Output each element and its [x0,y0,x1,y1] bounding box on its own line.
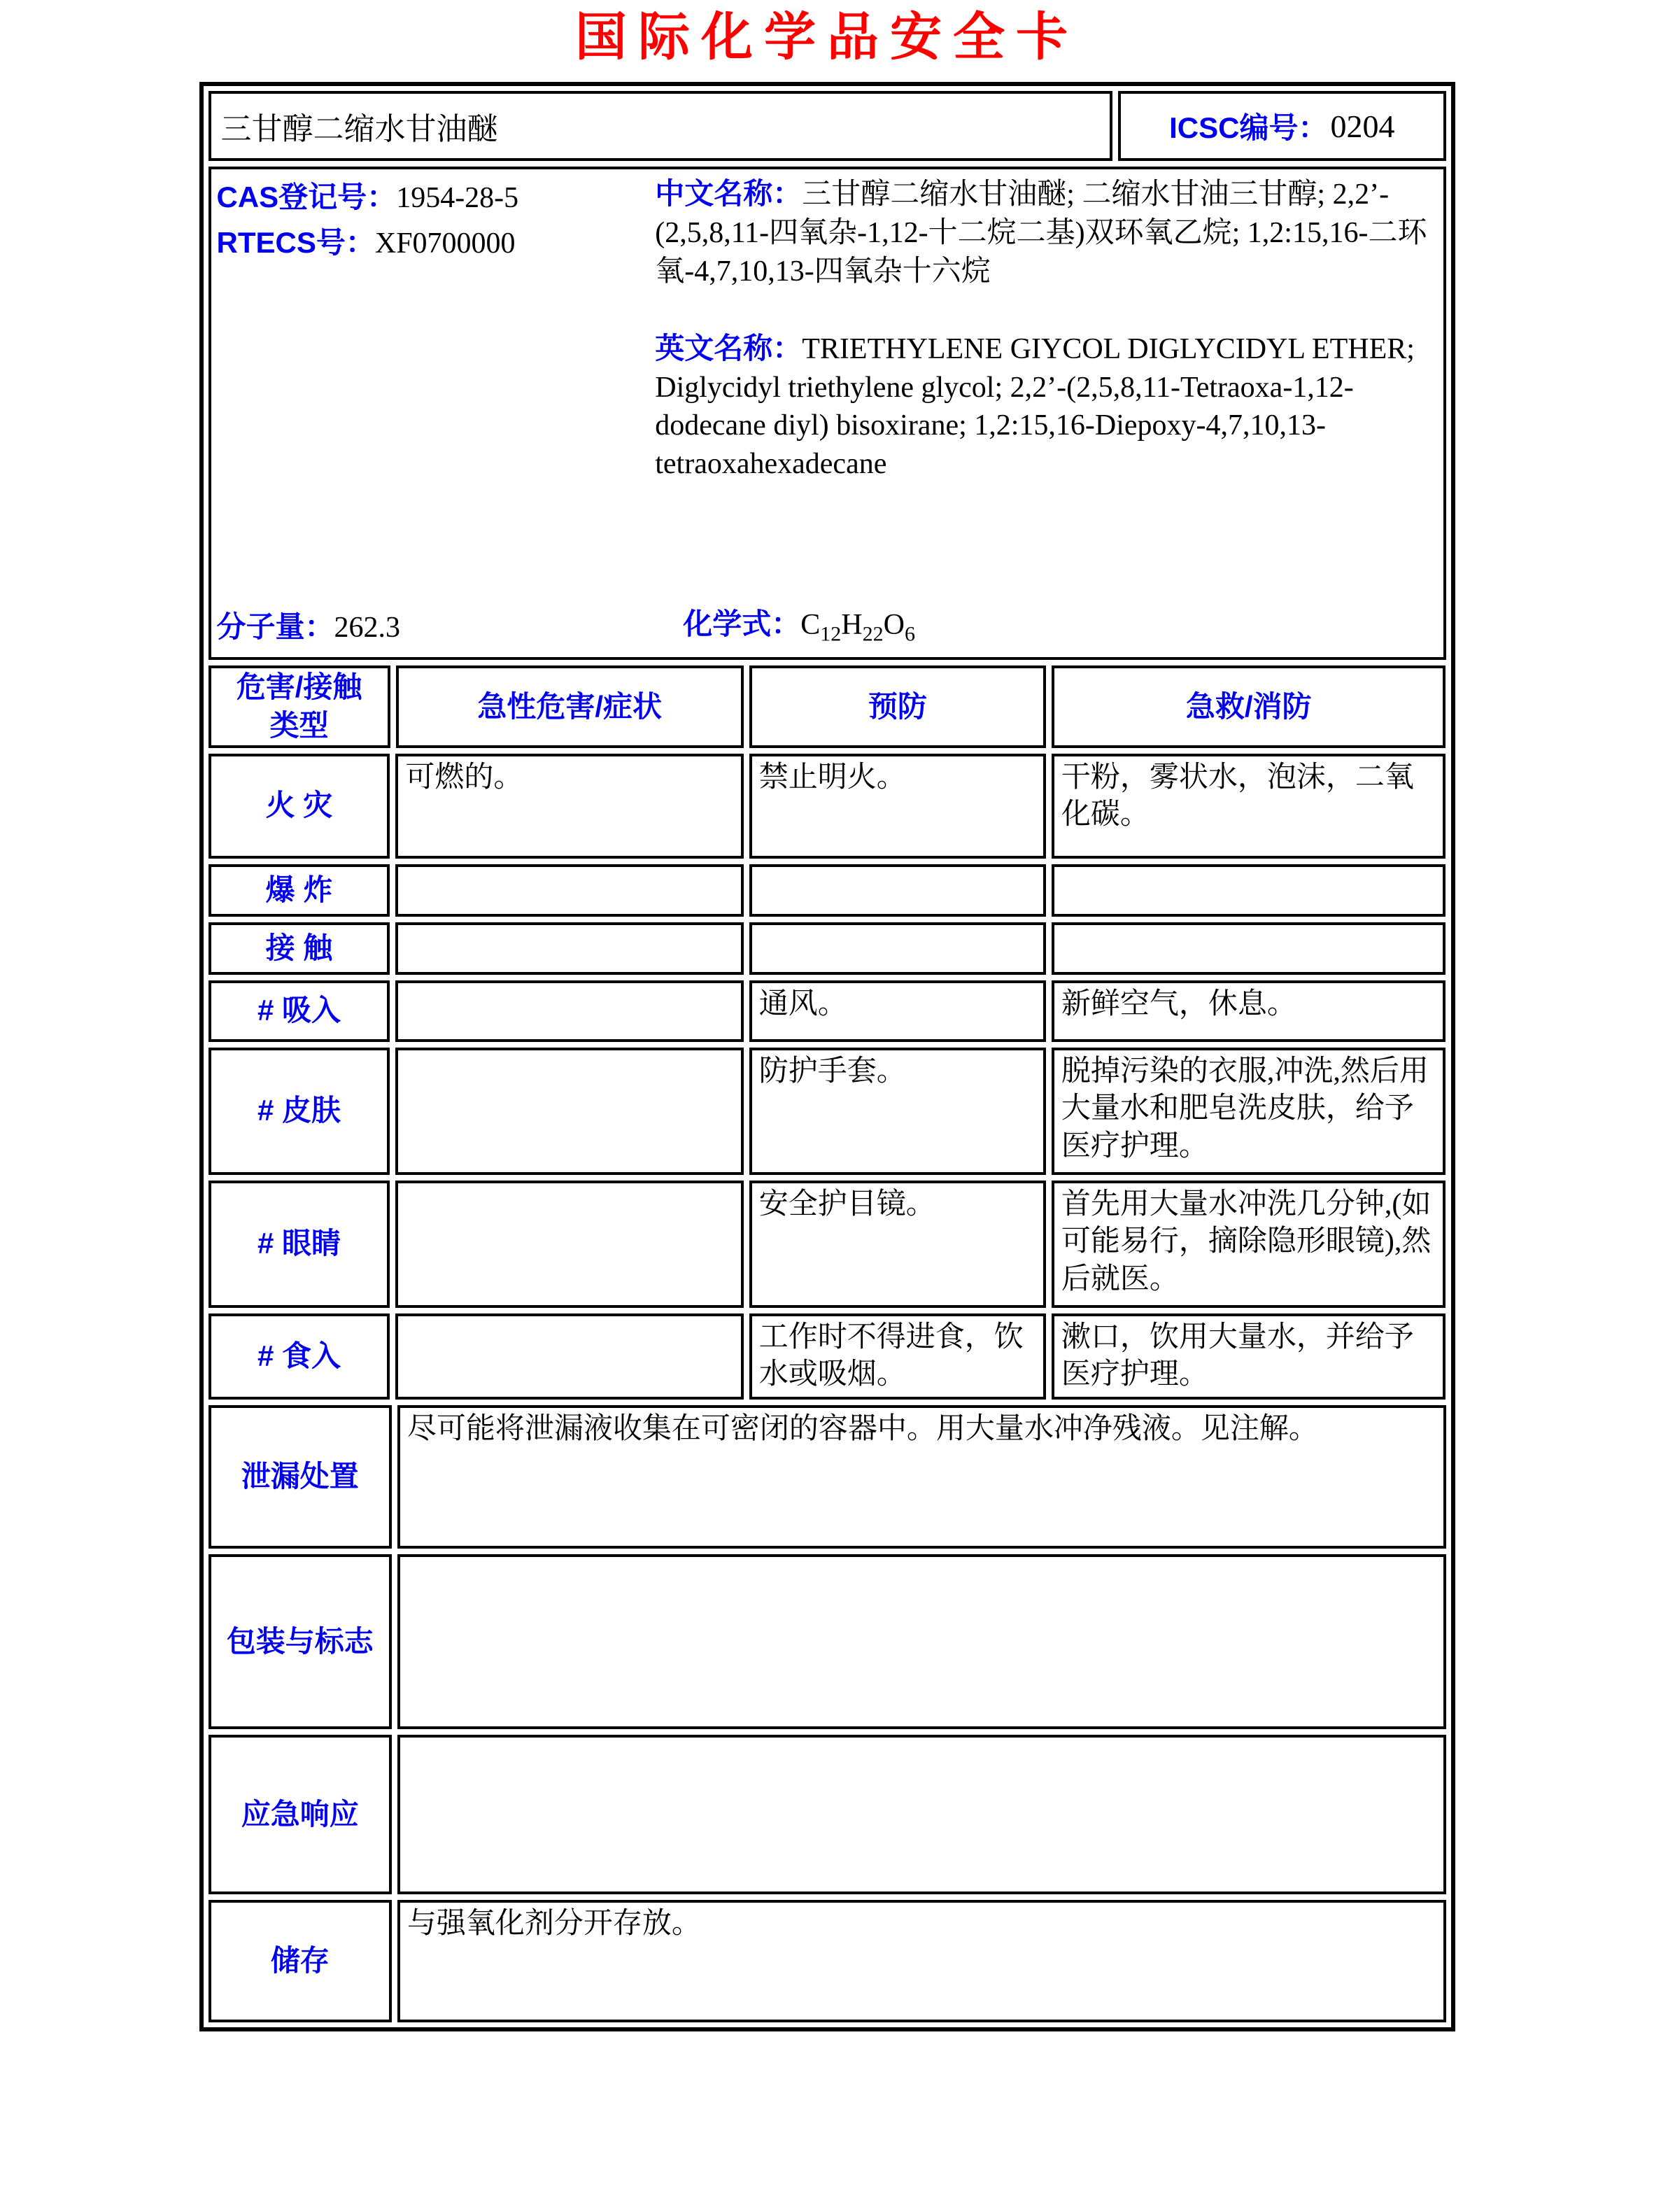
explosion-symptoms [395,864,743,917]
formula-element-o: O [883,609,905,641]
ingestion-prevention: 工作时不得进食，饮水或吸烟。 [749,1313,1046,1400]
section-label-spillage: 泄漏处置 [208,1405,392,1549]
icsc-number-cell [1118,91,1446,161]
hazard-row-eyes [208,1181,1446,1308]
header-hazard-type-line1: 危害/接触 [236,670,362,704]
ingestion-first-aid: 漱口，饮用大量水，并给予医疗护理。 [1052,1313,1446,1400]
hazard-label-fire: 火 灾 [208,754,390,859]
section-label-storage: 储存 [208,1900,392,2022]
chemical-name: 三甘醇二缩水甘油醚 [220,112,498,147]
hazard-label-ingestion: # 食入 [208,1313,390,1400]
eyes-first-aid: 首先用大量水冲洗几分钟,(如可能易行，摘除隐形眼镜),然后就医。 [1052,1181,1446,1308]
hazard-label-eyes: # 眼睛 [208,1181,390,1308]
ingestion-symptoms [395,1313,743,1400]
chemical-name-cell [208,91,1113,161]
hazard-row-ingestion [208,1313,1446,1400]
section-label-packaging: 包装与标志 [208,1554,392,1729]
identity-left-column [217,175,656,646]
eyes-prevention: 安全护目镜。 [749,1181,1046,1308]
chemical-formula-line [655,601,1434,646]
cas-label: CAS登记号： [216,181,397,214]
skin-prevention: 防护手套。 [749,1048,1046,1175]
hazard-label-contact: 接 触 [208,922,390,975]
inhalation-first-aid: 新鲜空气，休息。 [1052,980,1446,1042]
section-row-spillage [208,1405,1446,1549]
header-prevention: 预防 [749,665,1046,747]
icsc-number-value: 0204 [1330,108,1395,144]
section-row-storage [208,1900,1446,2022]
formula-subscript-c: 12 [820,622,842,646]
chinese-name-paragraph [655,175,1434,290]
eyes-symptoms [395,1181,743,1308]
formula-subscript-h: 22 [862,622,884,646]
chemical-formula-label: 化学式： [683,607,801,640]
formula-subscript-o: 6 [904,622,915,646]
contact-prevention [749,922,1046,975]
molecular-weight-value: 262.3 [334,612,401,644]
name-row [208,91,1446,161]
skin-symptoms [395,1048,743,1175]
fire-first-aid: 干粉，雾状水，泡沫，二氧化碳。 [1052,754,1446,859]
icsc-card [199,82,1455,2031]
english-name-paragraph [655,330,1434,483]
chemical-formula-value [800,609,915,646]
cas-line [217,175,656,220]
identity-right-column [655,175,1434,646]
inhalation-symptoms [395,980,743,1042]
molecular-weight-line [217,604,656,646]
rtecs-line [217,220,656,266]
contact-first-aid [1052,922,1446,975]
emergency-content [397,1735,1446,1894]
cas-value: 1954-28-5 [396,182,519,215]
chinese-name-label: 中文名称： [655,177,803,211]
section-label-emergency: 应急响应 [208,1735,392,1894]
identity-cell [208,167,1446,660]
hazard-label-inhalation: # 吸入 [208,980,390,1042]
fire-prevention: 禁止明火。 [749,754,1046,859]
identity-row [208,167,1446,660]
header-acute-hazards: 急性危害/症状 [396,665,744,747]
formula-element-c: C [800,609,821,641]
english-name-label: 英文名称： [655,332,803,365]
hazard-row-inhalation [208,980,1446,1042]
explosion-prevention [749,864,1046,917]
rtecs-label: RTECS号： [216,226,375,260]
rtecs-value: XF0700000 [374,227,516,260]
packaging-content [397,1554,1446,1729]
header-hazard-type-line2: 类型 [269,708,329,742]
icsc-number-label: ICSC编号： [1169,111,1328,145]
hazard-table-header-row [208,665,1446,747]
contact-symptoms [395,922,743,975]
hazard-row-skin [208,1048,1446,1175]
header-hazard-type [208,665,390,747]
skin-first-aid: 脱掉污染的衣服,冲洗,然后用大量水和肥皂洗皮肤，给予医疗护理。 [1052,1048,1446,1175]
spillage-content: 尽可能将泄漏液收集在可密闭的容器中。用大量水冲净残液。见注解。 [397,1405,1446,1549]
page-title: 国际化学品安全卡 [575,9,1079,66]
section-row-emergency [208,1735,1446,1894]
hazard-label-skin: # 皮肤 [208,1048,390,1175]
english-name-value: TRIETHYLENE GIYCOL DIGLYCIDYL ETHER; Diglycidyl triethylene glycol; 2,2’-(2,5,8,11-Tetraoxa-1,12-dodecane diyl) bisoxirane; 1,2:15,16-Diepoxy-4,7,10,13-tetraoxahexadecane [655,333,1415,480]
explosion-first-aid [1052,864,1446,917]
hazard-row-contact [208,922,1446,975]
storage-content: 与强氧化剂分开存放。 [397,1900,1446,2022]
hazard-row-fire [208,754,1446,859]
inhalation-prevention: 通风。 [749,980,1046,1042]
hazard-label-explosion: 爆 炸 [208,864,390,917]
header-first-aid: 急救/消防 [1052,665,1446,747]
chinese-name-value: 三甘醇二缩水甘油醚; 二缩水甘油三甘醇; 2,2’-(2,5,8,11-四氧杂-1,12-十二烷二基)双环氧乙烷; 1,2:15,16-二环氧-4,7,10,13-四氧杂十六烷 [655,178,1427,288]
fire-symptoms: 可燃的。 [395,754,743,859]
section-row-packaging [208,1554,1446,1729]
molecular-weight-label: 分子量： [216,610,334,644]
hazard-row-explosion [208,864,1446,917]
formula-element-h: H [841,609,863,641]
